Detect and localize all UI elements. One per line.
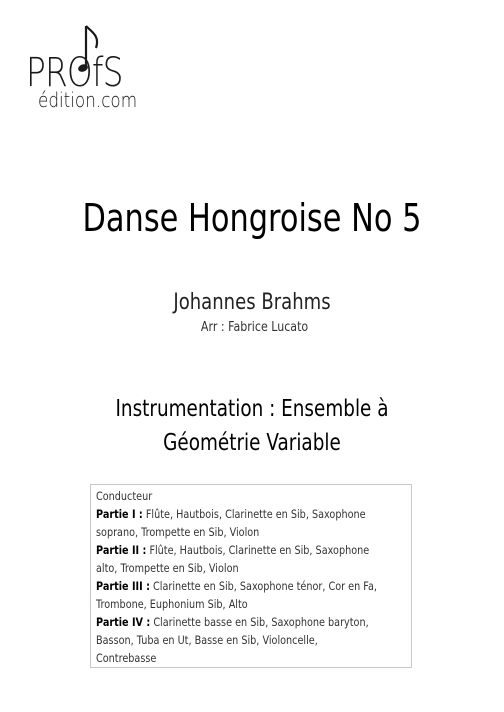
part-4-line-1: [96, 613, 410, 631]
part-2-line-1: [96, 541, 410, 559]
piece-title: Danse Hongroise No 5: [82, 196, 422, 240]
conductor-label: Conducteur: [96, 489, 153, 503]
part-4-line-3: Contrebasse: [96, 651, 157, 665]
instrumentation-heading: [50, 392, 453, 460]
parts-list: [96, 487, 410, 667]
part-2-label: Partie II :: [96, 543, 147, 557]
part-1-label: Partie I :: [96, 507, 143, 521]
part-4-line-2: Basson, Tuba en Ut, Basse en Sib, Violoncelle,: [96, 633, 318, 647]
arranger-credit: Arr : Fabrice Lucato: [200, 320, 309, 335]
composer-name: Johannes Brahms: [173, 290, 331, 315]
part-2-line-2: alto, Trompette en Sib, Violon: [96, 561, 239, 575]
instrumentation-line-2: Géométrie Variable: [163, 430, 341, 456]
publisher-logo[interactable]: [26, 22, 176, 112]
part-3-text: Clarinette en Sib, Saxophone ténor, Cor en Fa,: [153, 579, 377, 593]
parts-list-box: [90, 484, 412, 668]
part-1-text: Flûte, Hautbois, Clarinette en Sib, Saxophone: [145, 507, 366, 521]
part-3-label: Partie III :: [96, 579, 150, 593]
part-1-line-2: soprano, Trompette en Sib, Violon: [96, 525, 260, 539]
instrumentation-line-1: Instrumentation : Ensemble à: [115, 396, 389, 422]
part-2-text: Flûte, Hautbois, Clarinette en Sib, Saxophone: [149, 543, 370, 557]
part-1-line-1: [96, 505, 410, 523]
logo-domain: édition.com: [38, 88, 138, 112]
part-3-line-1: [96, 577, 410, 595]
logo-wordmark: PROfS: [26, 50, 123, 96]
part-3-line-2: Trombone, Euphonium Sib, Alto: [96, 597, 248, 611]
part-4-label: Partie IV :: [96, 615, 151, 629]
part-4-text: Clarinette basse en Sib, Saxophone baryton,: [153, 615, 369, 629]
